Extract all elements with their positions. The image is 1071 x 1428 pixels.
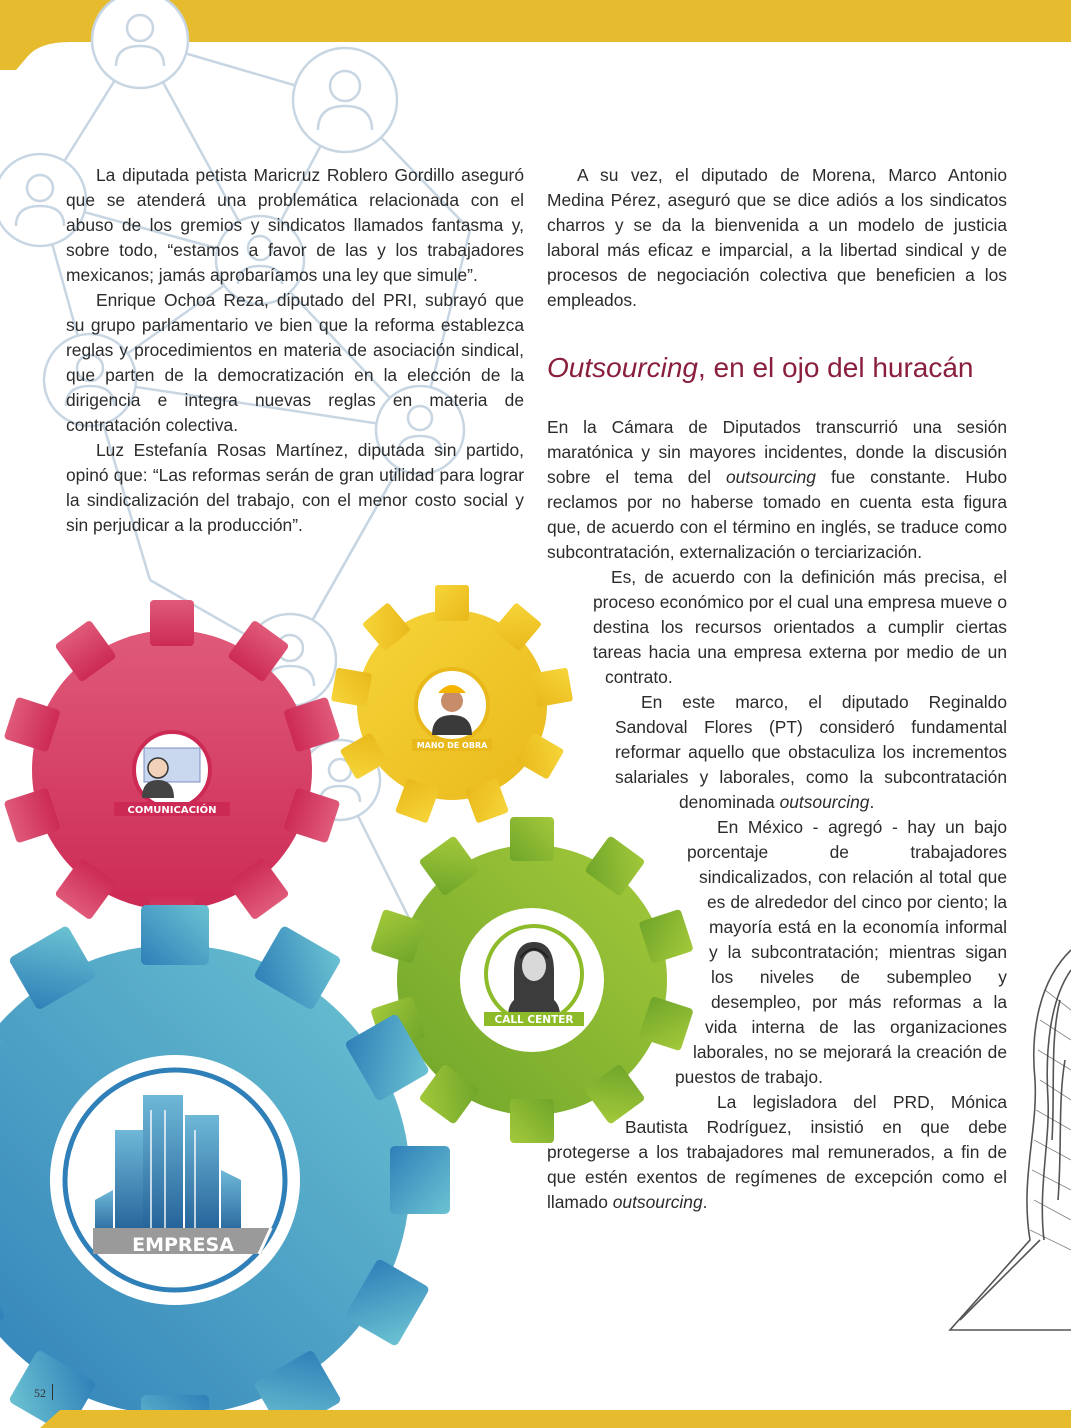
section-heading <box>547 352 1017 384</box>
page-number-divider <box>52 1384 53 1400</box>
section-heading-italic: Outsourcing <box>547 352 698 383</box>
italic-term: outsourcing <box>612 1192 703 1212</box>
paragraph: La legisladora del PRD, Mónica Bautista Rodríguez, insistió en que debe protegerse a los trabajadores mal remunerados, a fin de que estén exentos de regímenes de excepción como el llamado outsourcing. <box>547 1092 1007 1212</box>
italic-term: outsourcing <box>779 792 870 812</box>
paragraph: Es, de acuerdo con la definición más precisa, el proceso económico por el cual una empresa mueve o destina los recursos orientados a cumplir ciertas tareas hacia una empresa externa por medio de un contrato. <box>593 567 1007 687</box>
gear-mano-de-obra <box>331 585 573 824</box>
gear-label-comunicacion: COMUNICACIÓN <box>127 805 217 816</box>
page-number: 52 <box>34 1386 46 1400</box>
right-text-column-top <box>547 163 1007 313</box>
gear-empresa <box>0 905 450 1428</box>
right-text-column-bottom <box>547 415 1007 1215</box>
paragraph: La diputada petista Maricruz Roblero Gordillo aseguró que se atenderá una problemática relacionada con el abuso de los gremios y sindicatos llamados fantasma y, sobre todo, “estamos a favor de las y los trabajadores mexicanos; jamás aprobaríamos una ley que simule”. <box>66 165 524 285</box>
paragraph: Enrique Ochoa Reza, diputado del PRI, subrayó que su grupo parlamentario ve bien que la reforma establezca reglas y procedimientos en materia de asociación sindical, que parten de la democratización en la elección de la dirigencia e integra nuevas reglas en materia de contratación colectiva. <box>66 290 524 435</box>
bottom-accent-band <box>0 1394 1071 1428</box>
paragraph: Luz Estefanía Rosas Martínez, diputada sin partido, opinó que: “Las reformas serán de gran utilidad para lograr la sindicalización del trabajo, con el menor costo social y sin perjudicar a la producción”. <box>66 440 524 535</box>
paragraph: En este marco, el diputado Reginaldo Sandoval Flores (PT) consideró fundamental reformar aquello que obstaculiza los incrementos salariales y laborales, como la subcontratación denominada outsourcing. <box>615 692 1007 812</box>
section-heading-rest: , en el ojo del huracán <box>697 352 974 383</box>
paragraph: A su vez, el diputado de Morena, Marco Antonio Medina Pérez, aseguró que se dice adiós a los sindicatos charros y se da la bienvenida a un modelo de justicia laboral más eficaz e imparcial, a la libertad sindical y de procesos de negociación colectiva que beneficien a los empleados. <box>547 165 1007 310</box>
paragraph: En la Cámara de Diputados transcurrió una sesión maratónica y sin mayores incidentes, donde la discusión sobre el tema del outsourcing fue constante. Hubo reclamos por no haberse tomado en cuenta esta figura que, de acuerdo con el término en inglés, se traduce como subcontratación, externalización o terciarización. <box>547 417 1008 562</box>
italic-term: outsourcing <box>726 467 816 487</box>
gear-label-empresa: EMPRESA <box>132 1234 234 1256</box>
gear-label-call-center: CALL CENTER <box>494 1014 574 1026</box>
gear-label-mano-de-obra: MANO DE OBRA <box>416 741 488 750</box>
gear-comunicacion <box>4 600 341 940</box>
left-text-column <box>66 163 524 538</box>
paragraph: En México - agregó - hay un bajo porcentaje de trabajadores sindicalizados, con relación al total que es de alrededor del cinco por ciento; la mayoría está en la economía informal y la subcontratación; mientras sigan los niveles de subempleo y desempleo, por más reformas a la vida interna de las organizaciones laborales, no se mejorará la creación de puestos de trabajo. <box>675 817 1007 1087</box>
